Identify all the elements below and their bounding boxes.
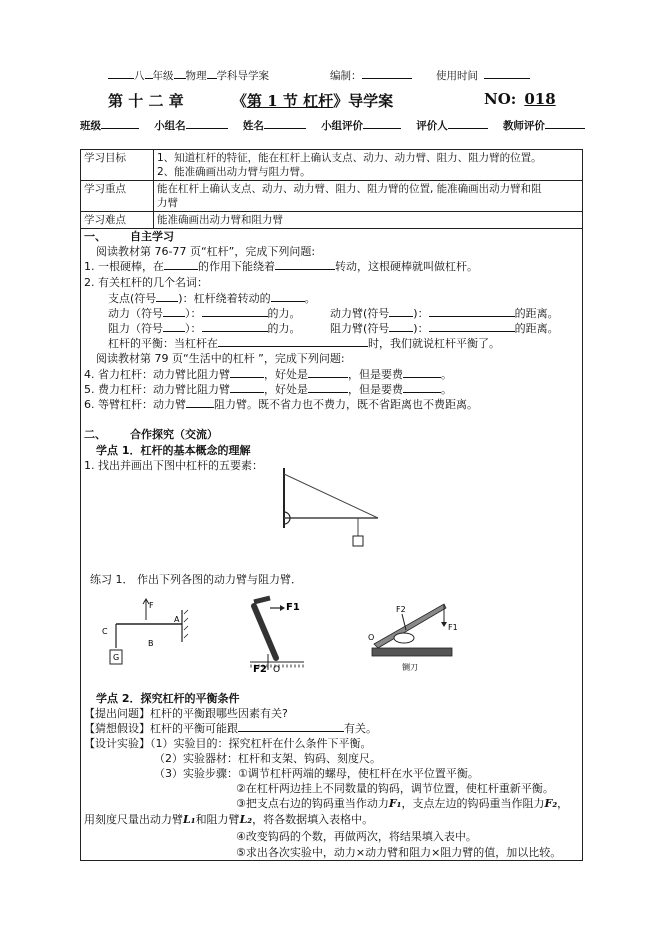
section-name: 第 1 节 杠杆 [247,92,334,110]
read1-text: 阅读教材第 76-77 页“杠杆”，完成下列问题: [96,245,316,258]
objective-line: 力臂 [157,197,178,209]
q5-blank-2[interactable] [308,382,348,393]
subject-value: 物理 [185,70,207,82]
procedure-step3d: 用刻度尺量出动力臂 [84,813,183,826]
effort-end: 的力。 [267,307,301,320]
wall-hatch [184,618,188,622]
symbol-f1: F₁ [388,797,402,810]
section1-num: 一、 [84,230,106,243]
effort-arm-pre: 动力臂(符号 [330,307,390,320]
effort-blank[interactable] [202,306,268,317]
hanging-weight [353,536,363,546]
q5-end: 。 [441,383,452,396]
q4-pre: 4. 省力杠杆：动力臂比阻力臂 [84,368,230,381]
section-close: 》导学案 [333,92,394,110]
fulcrum-pre: 支点(符号 [108,292,157,305]
fulcrum-end: 。 [304,292,316,305]
arrow-head-icon [280,605,285,611]
load-arm-end: 的距离。 [514,322,559,335]
fulcrum-symbol-blank[interactable] [156,291,178,302]
info-evaluator-label: 评价人 [416,120,448,132]
q6-pre: 6. 等臂杠杆：动力臂 [84,398,186,411]
design-step3: （3）实验步骤：①调节杠杆两端的螺母，使杠杆在水平位置平衡。 [154,767,479,780]
label-f2: F2 [253,664,267,675]
label-f2-cutter: F2 [396,605,406,614]
procedure-step3c: ， [557,797,569,810]
design-step2: （2）实验器材：杠杆和支架、钩码、刻度尺。 [154,752,381,765]
procedure-step5: ⑤求出各次实验中，动力×动力臂和阻力×阻力臂的值，加以比较。 [236,846,562,859]
point1-heading: 学点 1．杠杆的基本概念的理解 [96,444,251,457]
info-name-field[interactable] [264,118,306,129]
load-arm-pre: 阻力臂(符号 [330,322,390,335]
cutter-base [372,648,452,656]
info-name-label: 姓名 [242,120,264,132]
editor-field[interactable] [362,68,412,79]
q5-pre: 5. 费力杠杆：动力臂比阻力臂 [84,383,230,396]
q4-blank-1[interactable] [230,367,264,378]
label-o-cutter: O [368,633,375,642]
q5-mid2: ，但是要费 [348,383,403,396]
practice1-text: 练习 1． 作出下列各图的动力臂与阻力臂． [90,573,302,586]
info-fields-row [80,118,585,133]
section2-heading: 合作探究（交流） [130,428,218,441]
objective-key: 学习重点 [81,181,154,212]
q1-blank-2[interactable] [275,259,335,270]
load-symbol-blank[interactable] [163,321,185,332]
wall-hatch [184,634,188,638]
fulcrum-post: )：杠杆绕着转动的 [178,292,271,305]
label-f: F [149,601,154,610]
objectives-table [80,149,583,229]
q1-mid: 的作用下能绕着 [198,260,275,273]
label-a: A [174,615,180,624]
label-f1-cutter: F1 [448,623,458,632]
load-pre: 阻力（符号 [108,322,163,335]
cutter-figure [366,600,462,674]
label-f1: F1 [286,602,300,613]
objective-line: 能在杠杆上确认支点、动力、动力臂、阻力、阻力臂的位置, 能准确画出动力臂和阻 [157,183,542,195]
task1-text: 1. 找出并画出下图中杠杆的五要素： [84,459,263,472]
editor-label: 编制： [330,70,362,82]
point2-heading: 学点 2．探究杠杆的平衡条件 [96,692,240,705]
section-open: 《 [232,92,248,110]
info-group-label: 小组名 [154,120,186,132]
info-group-field[interactable] [186,118,228,129]
q6-blank[interactable] [186,397,214,408]
guess-end: 有关。 [344,722,377,735]
wall-hatch [184,626,188,630]
effort-arm-blank[interactable] [429,306,515,317]
procedure-step3a: ③把支点右边的钩码重当作动力 [236,797,389,810]
procedure-step3b: ，支点左边的钩码重当作阻力 [401,797,545,810]
objective-line: 能准确画出动力臂和阻力臂 [157,214,283,226]
info-teacher-eval-label: 教师评价 [502,120,545,132]
procedure-step3f: ，将各数据填入表格中。 [252,813,374,826]
info-group-eval-field[interactable] [363,118,401,129]
read2-text: 阅读教材第 79 页“生活中的杠杆 ”，完成下列问题: [96,352,345,365]
objective-line: 1、知道杠杆的特征，能在杠杆上确认支点、动力、动力臂、阻力、阻力臂的位置。 [157,152,542,164]
q1-blank-1[interactable] [164,259,198,270]
effort-pre: 动力（符号 [108,307,163,320]
balance-pre: 杠杆的平衡：当杠杆在 [108,337,218,350]
load-post: ）： [185,322,202,335]
chapter-title: 第 十 二 章 [108,92,184,110]
load-arm-symbol-blank[interactable] [389,321,413,332]
label-b: B [148,639,154,648]
q5-mid: ，好处是 [264,383,308,396]
load-arm-blank[interactable] [429,321,515,332]
label-knife: 铡刀 [402,663,418,672]
no-value: 018 [524,90,556,108]
section1-heading: 自主学习 [130,230,174,243]
objective-key: 学习难点 [81,212,154,229]
objective-row [81,181,583,212]
label-g: G [113,653,120,662]
balance-blank[interactable] [218,336,368,347]
q5-blank-1[interactable] [230,382,264,393]
info-class-field[interactable] [101,118,139,129]
use-time-field[interactable] [484,68,530,79]
q4-end: 。 [441,368,452,381]
q6-post: 阻力臂。既不省力也不费力，既不省距离也不费距离。 [214,398,478,411]
q2-text: 2. 有关杠杆的几个名词： [84,276,208,289]
guess-blank[interactable] [238,721,344,732]
fulcrum-blank[interactable] [271,291,305,302]
info-evaluator-field[interactable] [448,118,488,129]
grade-label: 年级 [152,70,174,82]
info-group-eval-label: 小组评价 [321,120,364,132]
objective-line: 2、能准确画出动力臂与阻力臂。 [157,166,311,178]
info-teacher-eval-field[interactable] [545,118,585,129]
symbol-f2: F₂ [544,797,558,810]
effort-symbol-blank[interactable] [163,306,185,317]
bracket-figure [278,468,388,558]
guess-tag: 【猜想假设】 [84,722,150,735]
no-label: NO: [484,90,517,108]
effort-arm-post: )： [413,307,429,320]
symbol-l1: L₁ [183,813,196,826]
question-tag: 【提出问题】 [84,707,150,720]
effort-arm-symbol-blank[interactable] [389,306,413,317]
procedure-step4: ④改变钩码的个数，再做两次，将结果填入表中。 [236,830,477,843]
crowbar-figure [240,596,330,678]
effort-post: ）： [185,307,202,320]
load-arm-post: )： [413,322,429,335]
balance-post: 时，我们就说杠杆平衡了。 [368,337,500,350]
q5-blank-3[interactable] [403,382,441,393]
procedure-step2: ②在杠杆两边挂上不同数量的钩码，调节位置，使杠杆重新平衡。 [236,782,554,795]
info-class-label: 班级 [80,120,101,132]
q4-blank-2[interactable] [308,367,348,378]
q1-pre: 1. 一根硬棒，在 [84,260,164,273]
effort-arm-end: 的距离。 [514,307,559,320]
section2-num: 二、 [84,428,106,441]
design-step1: （1）实验目的：探究杠杆在什么条件下平衡。 [150,737,372,750]
q1-post: 转动，这根硬棒就叫做杠杆。 [335,260,478,273]
guess-text: 杠杆的平衡可能跟 [150,722,238,735]
wall-hatch [184,610,188,614]
load-end: 的力。 [267,322,301,335]
label-c: C [102,627,108,636]
question-text: 杠杆的平衡跟哪些因素有关? [150,707,288,720]
crowbar-bar [254,606,276,658]
symbol-l2: L₂ [239,813,253,826]
grade-value: 八 [134,70,145,82]
objective-row [81,150,583,181]
subject-label: 学科导学案 [216,70,269,82]
use-time-label: 使用时间 [436,70,478,82]
q4-mid: ，好处是 [264,368,308,381]
bent-lever-figure [102,598,192,678]
load-blank[interactable] [202,321,268,332]
arrow-head-icon [441,622,447,627]
procedure-step3e: 和阻力臂 [195,813,240,826]
bracket-rope [284,474,378,518]
objective-key: 学习目标 [81,150,154,181]
label-o: O [273,665,281,675]
design-tag: 【设计实验】 [84,737,150,750]
hay-bundle [394,633,414,643]
crowbar-top [254,598,270,602]
q4-blank-3[interactable] [403,367,441,378]
q4-mid2: ，但是要费 [348,368,403,381]
